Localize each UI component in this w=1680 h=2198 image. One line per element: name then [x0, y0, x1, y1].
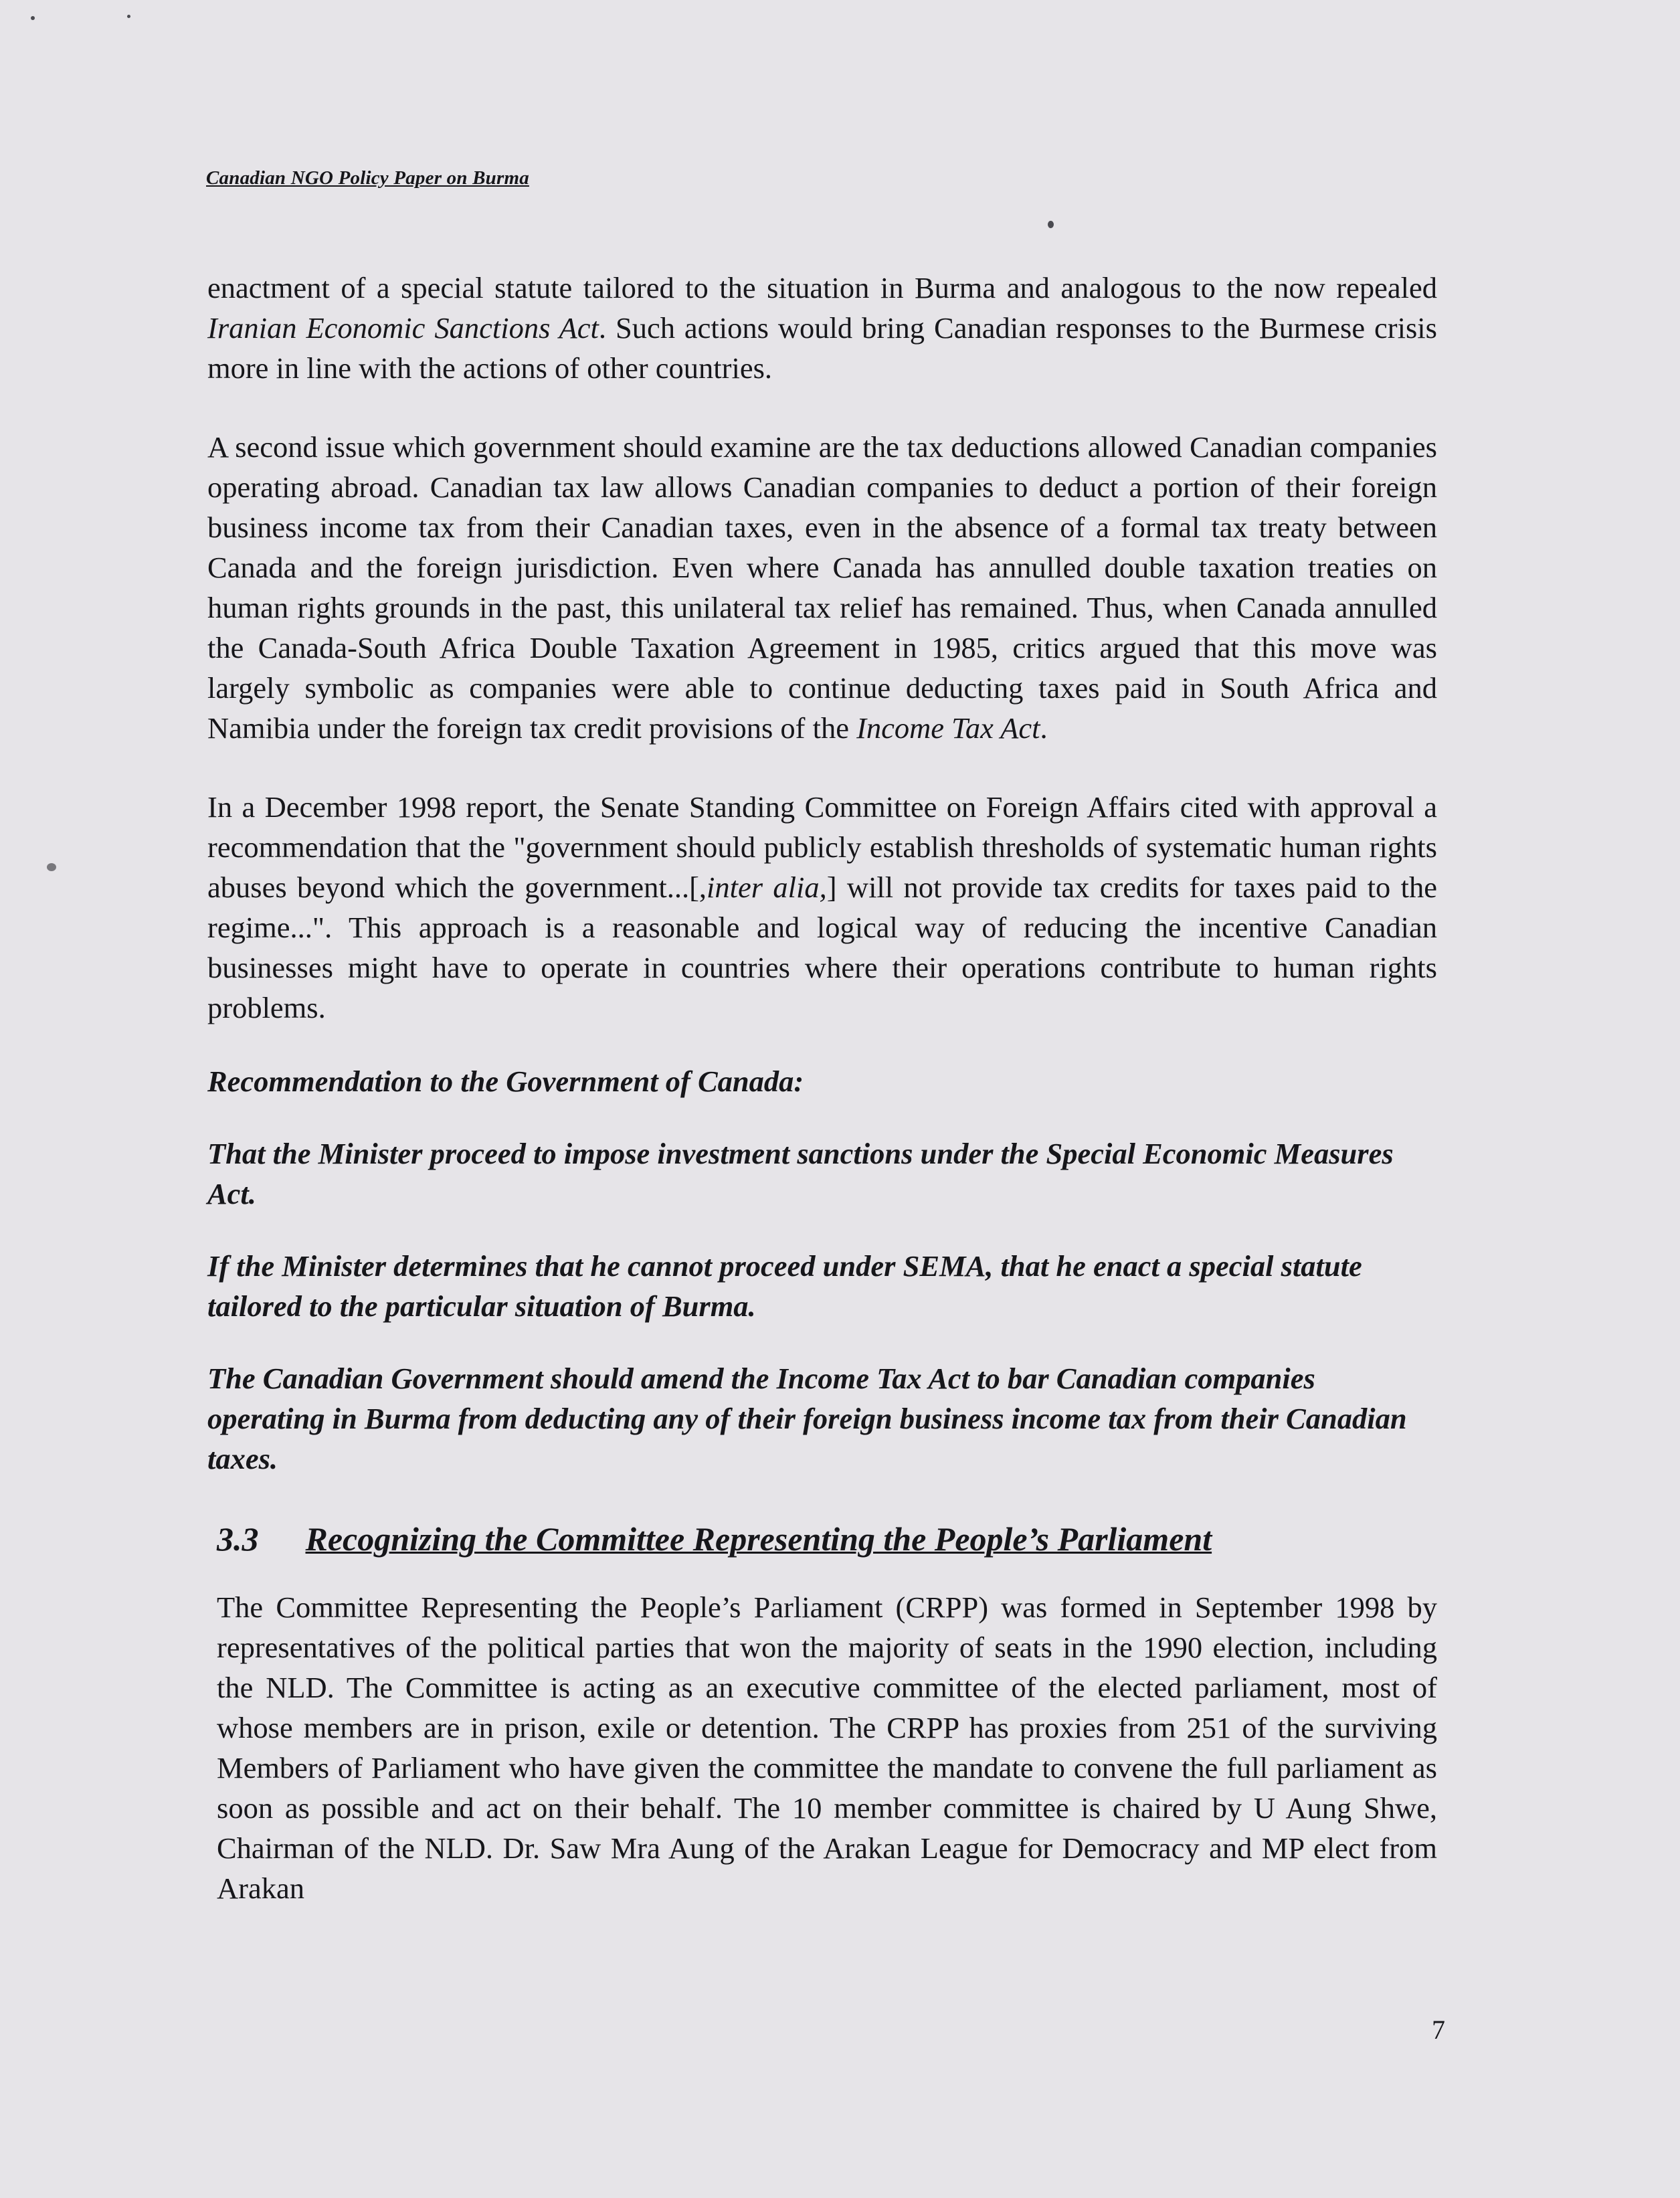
paragraph-2	[207, 427, 1437, 748]
running-header: Canadian NGO Policy Paper on Burma	[206, 167, 529, 189]
scan-speck	[127, 15, 130, 18]
paragraph-3-italic-latin: inter alia,	[707, 871, 827, 904]
paragraph-3-text: In a December 1998 report, the Senate Standing Committee on Foreign Affairs cited with approval a recommendation that the "government should publicly establish thresholds of systematic human rights abuses beyond which the government...[,	[207, 790, 1437, 904]
document-body	[207, 268, 1437, 1908]
page-number: 7	[1432, 2015, 1445, 2045]
recommendation-item: The Canadian Government should amend the Income Tax Act to bar Canadian companies operating in Burma from deducting any of their foreign business income tax from their Canadian taxes.	[207, 1362, 1407, 1475]
section-title: Recognizing the Committee Representing the People’s Parliament	[305, 1520, 1212, 1558]
paragraph-2-text: A second issue which government should examine are the tax deductions allowed Canadian companies operating abroad. Canadian tax law allows Canadian companies to deduct a portion of their foreign business income tax from their Canadian taxes, even in the absence of a formal tax treaty between Canada and the foreign jurisdiction. Even where Canada has annulled double taxation treaties on human rights grounds in the past, this unilateral tax relief has remained. Thus, when Canada annulled the Canada-South Africa Double Taxation Agreement in 1985, critics argued that this move was largely symbolic as companies were able to continue deducting taxes paid in South Africa and Namibia under the foreign tax credit provisions of the	[207, 430, 1437, 745]
recommendation-item: If the Minister determines that he cannot proceed under SEMA, that he enact a special statute tailored to the particular situation of Burma.	[207, 1249, 1362, 1323]
paragraph-1-text-end: . Such actions would bring Canadian responses to the Burmese crisis more in line with the actions of other countries.	[207, 311, 1437, 385]
section-heading	[207, 1519, 1437, 1559]
paragraph-3	[207, 787, 1437, 1028]
paragraph-3-text-end: ] will not provide tax credits for taxes paid to the regime...". This approach is a reasonable and logical way of reducing the incentive Canadian businesses might have to operate in countries where their operations contribute to human rights problems.	[207, 871, 1437, 1024]
section-number: 3.3	[217, 1520, 259, 1558]
recommendation-item: That the Minister proceed to impose investment sanctions under the Special Economic Measures Act.	[207, 1137, 1394, 1210]
paragraph-2-text-end: .	[1040, 711, 1048, 745]
paragraph-4: The Committee Representing the People’s Parliament (CRPP) was formed in September 1998 by representatives of the political parties that won the majority of seats in the 1990 election, including the NLD. The Committee is acting as an executive committee of the elected parliament, most of whose members are in prison, exile or detention. The CRPP has proxies from 251 of the surviving Members of Parliament who have given the committee the mandate to convene the full parliament as soon as possible and act on their behalf. The 10 member committee is chaired by U Aung Shwe, Chairman of the NLD. Dr. Saw Mra Aung of the Arakan League for Democracy and MP elect from Arakan	[217, 1590, 1437, 1905]
paragraph-1	[207, 268, 1437, 388]
paragraph-2-italic-act: Income Tax Act	[856, 711, 1040, 745]
scan-speck	[47, 863, 56, 871]
scan-speck	[1048, 221, 1054, 228]
paragraph-1-italic-act: Iranian Economic Sanctions Act	[207, 311, 599, 345]
paragraph-1-text: enactment of a special statute tailored to the situation in Burma and analogous to the now repealed	[207, 271, 1437, 304]
scan-speck	[31, 16, 35, 20]
recommendation-heading: Recommendation to the Government of Canada:	[207, 1065, 804, 1098]
